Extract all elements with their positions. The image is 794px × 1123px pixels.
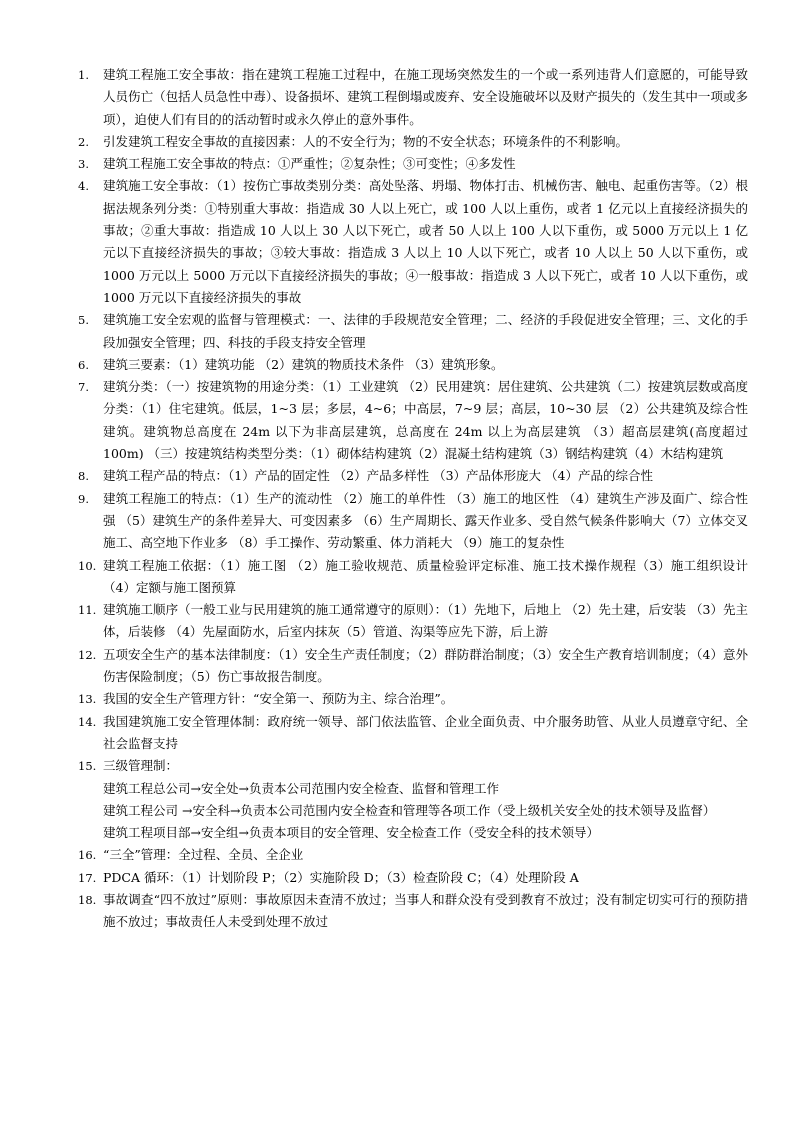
item-number: 6. bbox=[78, 357, 89, 372]
item-text: 五项安全生产的基本法律制度：（1）安全生产责任制度；（2）群防群治制度；（3）安全生产教育培训制度；（4）意外伤害保险制度；（5）伤亡事故报告制度。 bbox=[103, 646, 748, 685]
item-text: 建筑施工安全宏观的监督与管理模式：一、法律的手段规范安全管理；二、经济的手段促进安全管理；三、文化的手段加强安全管理；四、科技的手段支持安全管理 bbox=[103, 312, 748, 350]
item-number: 7. bbox=[78, 380, 89, 395]
list-item-16 bbox=[78, 844, 748, 866]
item-text: 建筑工程施工安全事故的特点：①严重性；②复杂性；③可变性；④多发性 bbox=[103, 156, 516, 172]
item-text: 建筑三要素：（1）建筑功能 （2）建筑的物质技术条件 （3）建筑形象。 bbox=[103, 356, 504, 372]
item-number: 17. bbox=[78, 870, 97, 885]
list-item-6 bbox=[78, 354, 748, 376]
management-level-3: 建筑工程项目部→安全组→负责本项目的安全管理、安全检查工作（受安全科的技术领导） bbox=[103, 825, 599, 841]
list-item-18 bbox=[78, 889, 748, 934]
item-text: 建筑工程施工依据：（1）施工图 （2）施工验收规范、质量检验评定标准、施工技术操作规程（3）施工组织设计 （4）定额与施工图预算 bbox=[103, 557, 748, 595]
item-text: 建筑施工顺序（一般工业与民用建筑的施工通常遵守的原则）：（1）先地下，后地上 （2）先土建，后安装 （3）先主体，后装修 （4）先屋面防水，后室内抹灰（5）管道、沟渠等应先下游，后上游 bbox=[103, 602, 748, 640]
item-text: 建筑分类：（一）按建筑物的用途分类：（1）工业建筑 （2）民用建筑：居住建筑、公共建筑（二）按建筑层数或高度分类：（1）住宅建筑。低层，1~3 层；多层，4~6；中高层，7~9 层；高层，10~30 层 （2）公共建筑及综合性建筑。建筑物总高度在 24m 以下为非高层建筑，总高度在 24m 以上为高层建筑 （3）超高层建筑(高度超过 100m) （三）按建筑结构类型分类：（1）砌体结构建筑（2）混凝土结构建筑（3）钢结构建筑（4）木结构建筑 bbox=[103, 379, 748, 462]
list-item-1 bbox=[78, 64, 748, 131]
item-number: 10. bbox=[78, 558, 97, 573]
item-number: 11. bbox=[78, 603, 97, 618]
item-text: 建筑工程施工的特点：（1）生产的流动性 （2）施工的单件性 （3）施工的地区性 （4）建筑生产涉及面广、综合性强 （5）建筑生产的条件差异大、可变因素多 （6）生产周期长、露天作业多、受自然气候条件影响大（7）立体交叉施工、高空地下作业多 （8）手工操作、劳动繁重、体力消耗大 （9）施工的复杂性 bbox=[103, 490, 748, 551]
management-level-1: 建筑工程总公司→安全处→负责本公司范围内安全检查、监督和管理工作 bbox=[103, 780, 499, 796]
item-text: 我国建筑施工安全管理体制：政府统一领导、部门依法监管、企业全面负责、中介服务助管、从业人员遵章守纪、全社会监督支持 bbox=[103, 713, 748, 751]
list-item-14 bbox=[78, 711, 748, 756]
item-number: 5. bbox=[78, 313, 89, 328]
item-text: 建筑施工安全事故：（1）按伤亡事故类别分类：高处坠落、坍塌、物体打击、机械伤害、触电、起重伤害等。（2）根据法规条列分类：①特别重大事故：指造成 30 人以上死亡，或 100 人以上重伤，或者 1 亿元以上直接经济损失的事故；②重大事故：指造成 10 人以上 30 人以下死亡，或者 50 人以上 100 人以下重伤，或 5000 万元以上 1 亿元以下直接经济损失的事故；③较大事故：指造成 3 人以上 10 人以下死亡，或者 10 人以上 50 人以下重伤，或 1000 万元以上 5000 万元以下直接经济损失的事故；④一般事故：指造成 3 人以下死亡，或者 10 人以下重伤，或 1000 万元以下直接经济损失的事故 bbox=[103, 178, 748, 305]
list-item-10 bbox=[78, 555, 748, 600]
item-number: 14. bbox=[78, 714, 97, 729]
item-text: 事故调查“四不放过”原则：事故原因未查清不放过；当事人和群众没有受到教育不放过；没有制定切实可行的预防措施不放过；事故责任人未受到处理不放过 bbox=[103, 891, 748, 930]
item-number: 15. bbox=[78, 759, 97, 774]
list-item-4 bbox=[78, 175, 748, 309]
list-item-5 bbox=[78, 309, 748, 354]
item-number: 2. bbox=[78, 134, 89, 149]
item-number: 4. bbox=[78, 179, 89, 194]
item-number: 16. bbox=[78, 848, 97, 863]
item-text: “三全”管理：全过程、全员、全企业 bbox=[103, 847, 304, 863]
list-item-8 bbox=[78, 465, 748, 487]
list-item-17 bbox=[78, 867, 748, 889]
list-item-13 bbox=[78, 688, 748, 710]
list-item-12 bbox=[78, 644, 748, 689]
item-number: 12. bbox=[78, 647, 97, 662]
item-text: 建筑工程施工安全事故：指在建筑工程施工过程中，在施工现场突然发生的一个或一系列违背人们意愿的，可能导致人员伤亡（包括人员急性中毒）、设备损坏、建筑工程倒塌或废弃、安全设施破坏以及财产损失的（发生其中一项或多项），迫使人们有目的的活动暂时或永久停止的意外事件。 bbox=[103, 67, 748, 127]
item-number: 8. bbox=[78, 469, 89, 484]
list-item-3 bbox=[78, 153, 748, 175]
item-text: 引发建筑工程安全事故的直接因素：人的不安全行为；物的不安全状态；环境条件的不利影响。 bbox=[103, 133, 629, 149]
item-number: 9. bbox=[78, 491, 89, 506]
item-text: 我国的安全生产管理方针：“安全第一、预防为主、综合治理”。 bbox=[103, 691, 454, 707]
management-level-2: 建筑工程公司 →安全科→负责本公司范围内安全检查和管理等各项工作（受上级机关安全处的技术领导及监督） bbox=[103, 802, 716, 818]
item-text: 建筑工程产品的特点：（1）产品的固定性 （2）产品多样性 （3）产品体形庞大 （4）产品的综合性 bbox=[103, 468, 653, 484]
list-item-11 bbox=[78, 599, 748, 644]
list-item-2 bbox=[78, 131, 748, 153]
item-text: 三级管理制： bbox=[103, 758, 179, 774]
numbered-list bbox=[78, 64, 748, 934]
list-item-9 bbox=[78, 488, 748, 555]
item-number: 13. bbox=[78, 692, 97, 707]
item-number: 3. bbox=[78, 157, 89, 172]
list-item-15 bbox=[78, 755, 748, 777]
item-text: PDCA 循环：（1）计划阶段 P；（2）实施阶段 D；（3）检查阶段 C；（4）处理阶段 A bbox=[103, 869, 579, 885]
list-item-7 bbox=[78, 376, 748, 465]
item-number: 1. bbox=[78, 68, 89, 82]
item-number: 18. bbox=[78, 892, 97, 907]
